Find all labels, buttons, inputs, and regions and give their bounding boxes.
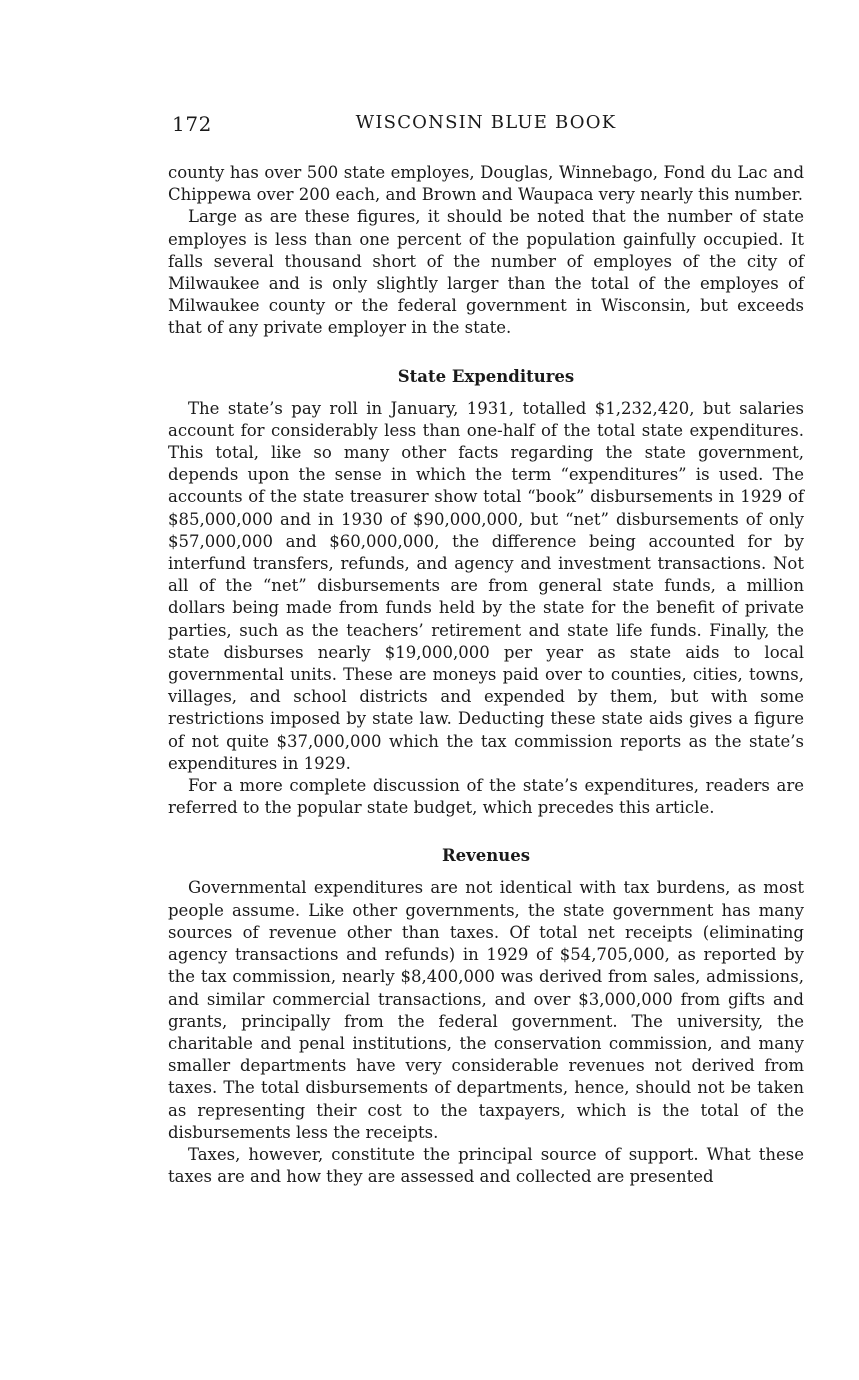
paragraph-employes-comparison: Large as are these figures, it should be noted that the number of state employes is less than one percent of the population gainfully occupied. It falls several thousand short of the number of employes of the city of Milwaukee and is only slightly larger than the total of the employes of Milwaukee county or the federal government in Wisconsin, but exceeds that of any private employer in the state. — [168, 207, 804, 338]
paragraph-continued: county has over 500 state employes, Douglas, Winnebago, Fond du Lac and Chippewa over 200 each, and Brown and Waupaca very nearly this number. — [168, 163, 804, 205]
page-number: 172 — [172, 112, 212, 136]
section-heading-expenditures: State Expenditures — [397, 366, 575, 386]
paragraph-expenditures: The state’s pay roll in January, 1931, totalled $1,232,420, but salaries account for considerably less than one-half of the total state expenditures. This total, like so many other facts regarding the state government, depends upon the sense in which the term “expenditures” is used. The accounts of the state treasurer show total “book” disbursements in 1929 of $85,000,000 and in 1930 of $90,000,000, but “net” disbursements of only $57,000,000 and $60,000,000, the difference being accounted for by interfund transfers, refunds, and agency and investment transactions. Not all of the “net” disbursements are from general state funds, a million dollars being made from funds held by the state for the benefit of private parties, such as the teachers’ retirement and state life funds. Finally, the state disburses nearly $19,000,000 per year as state aids to local governmental units. These are moneys paid over to counties, cities, towns, villages, and school districts and expended by them, but with some restrictions imposed by state law. Deducting these state aids gives a figure of not quite $37,000,000 which the tax commission reports as the state’s expenditures in 1929. — [168, 398, 804, 773]
paragraph-budget-reference: For a more complete discussion of the state’s expenditures, readers are referred to the popular state budget, which precedes this article. — [168, 776, 804, 818]
book-title: WISCONSIN BLUE BOOK — [355, 112, 617, 133]
body-text — [168, 162, 804, 1188]
running-head — [168, 112, 804, 138]
paragraph-revenues: Governmental expenditures are not identical with tax burdens, as most people assume. Like other governments, the state government has many sources of revenue other than taxes. Of total net receipts (eliminating agency transactions and refunds) in 1929 of $54,705,000, as reported by the tax commission, nearly $8,400,000 was derived from sales, admissions, and similar commercial transactions, and over $3,000,000 from gifts and grants, principally from the federal government. The university, the charitable and penal institutions, the conservation commission, and many smaller departments have very considerable revenues not derived from taxes. The total disbursements of departments, hence, should not be taken as representing their cost to the taxpayers, which is the total of the disbursements less the receipts. — [168, 878, 804, 1142]
section-heading-revenues: Revenues — [441, 846, 531, 866]
paragraph-taxes: Taxes, however, constitute the principal source of support. What these taxes are and how they are assessed and collected are presented — [168, 1144, 804, 1187]
book-page — [168, 112, 804, 1188]
